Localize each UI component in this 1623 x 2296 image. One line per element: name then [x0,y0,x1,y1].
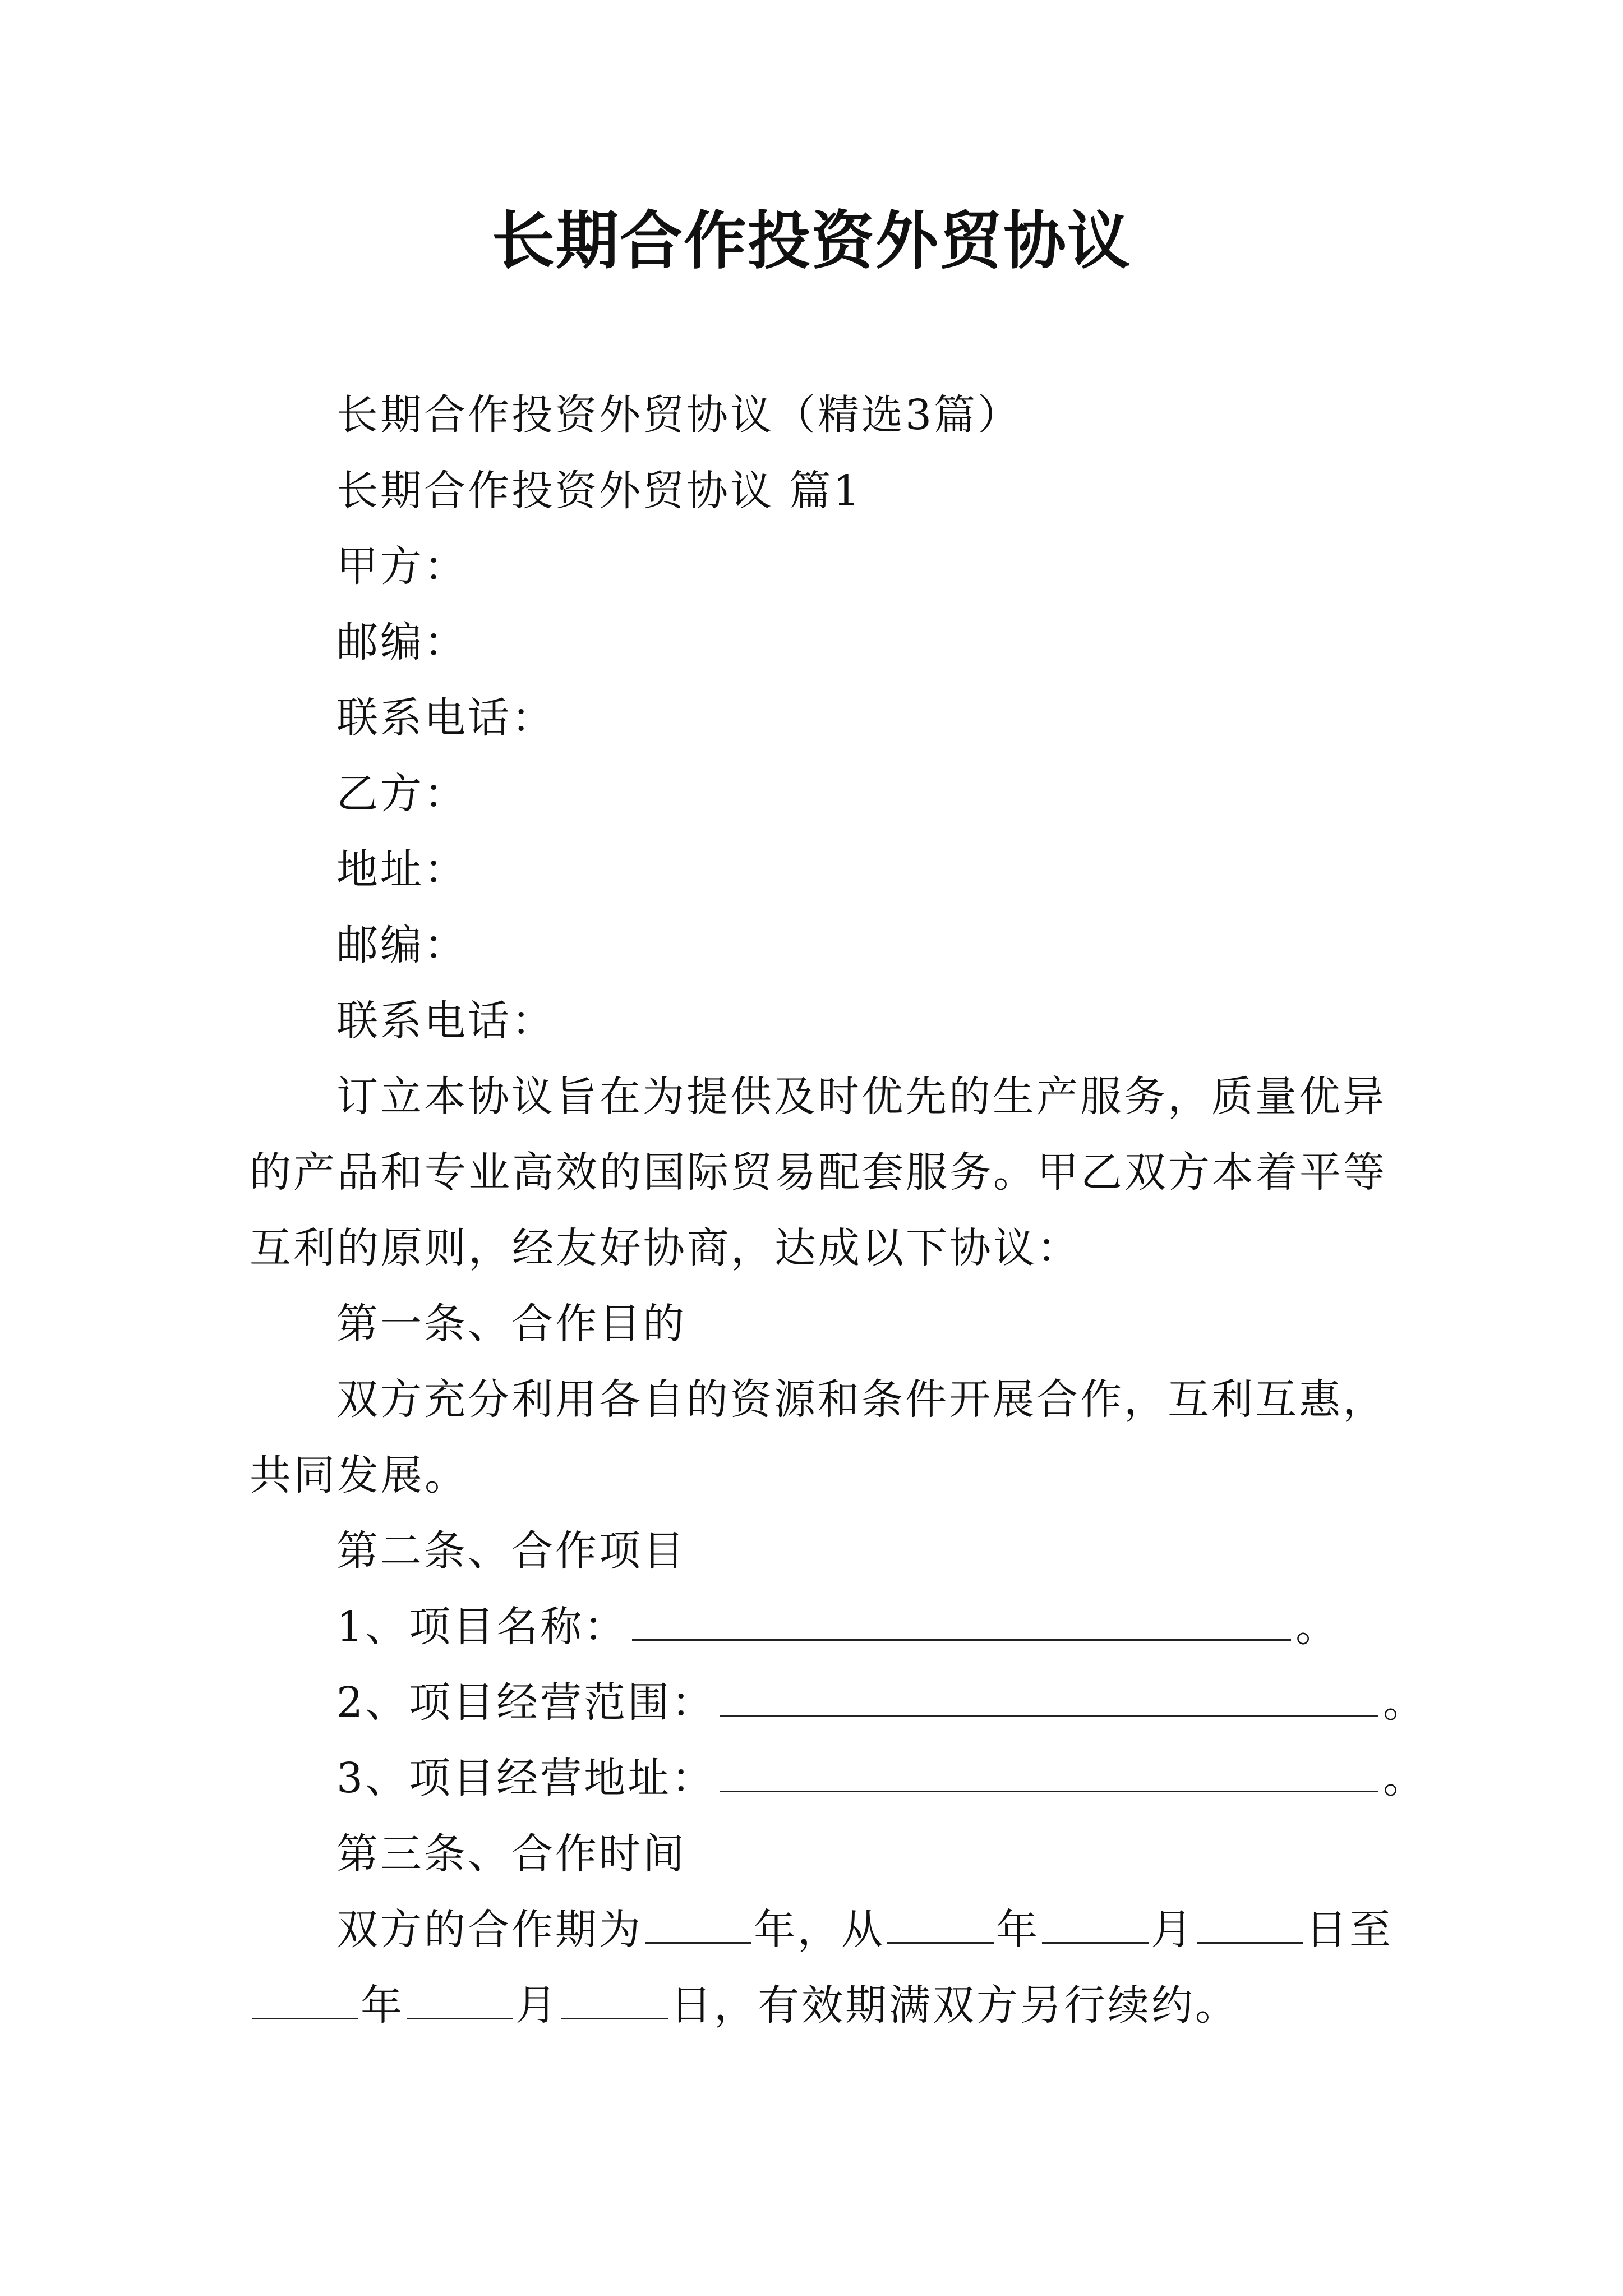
address-b-label: 地址： [336,845,468,894]
start-year-blank[interactable] [887,1903,994,1944]
item-3-label: 3、项目经营地址： [336,1754,716,1802]
postcode-b-label: 邮编： [336,921,468,969]
chapter-heading: 长期合作投资外贸协议 篇1 [336,467,862,515]
document-title: 长期合作投资外贸协议 [492,205,1131,278]
term-text-4: 月 [1151,1906,1195,1954]
end-month-blank[interactable] [407,1978,513,2019]
end-year-blank[interactable] [252,1978,358,2019]
term-text-6: 年 [361,1981,404,2030]
party-a-label: 甲方： [336,542,468,591]
term-text-2: 年，从 [754,1906,885,1954]
intro-paragraph-line-3: 互利的原则，经友好协商，达成以下协议： [250,1224,1081,1272]
article-1-line-2: 共同发展。 [250,1451,468,1499]
item-1-blank[interactable] [632,1600,1291,1641]
item-1-label: 1、项目名称： [336,1603,628,1651]
postcode-a-label: 邮编： [336,618,468,666]
term-years-blank[interactable] [645,1903,751,1944]
term-text-3: 年 [996,1906,1040,1954]
party-b-label: 乙方： [336,770,468,818]
article-3-heading: 第三条、合作时间 [336,1830,686,1878]
item-1-period: 。 [1295,1603,1340,1651]
item-1-row [336,1599,1339,1655]
item-2-row [336,1674,1427,1731]
subtitle: 长期合作投资外贸协议（精选3篇） [336,391,1022,439]
item-3-row [336,1750,1427,1806]
intro-paragraph-line-1: 订立本协议旨在为提供及时优先的生产服务，质量优异 [336,1073,1386,1121]
start-month-blank[interactable] [1042,1903,1149,1944]
term-line-1 [336,1902,1393,1958]
term-text-7: 月 [515,1981,559,2030]
intro-paragraph-line-2: 的产品和专业高效的国际贸易配套服务。甲乙双方本着平等 [250,1148,1387,1197]
article-1-line-1: 双方充分利用各自的资源和条件开展合作，互利互惠， [336,1375,1386,1424]
item-2-blank[interactable] [720,1676,1378,1717]
term-line-2 [250,1977,1239,2033]
end-day-blank[interactable] [561,1978,668,2019]
item-3-blank[interactable] [720,1751,1378,1792]
article-2-heading: 第二条、合作项目 [336,1527,686,1575]
phone-b-label: 联系电话： [336,997,555,1045]
item-2-label: 2、项目经营范围： [336,1678,716,1727]
item-2-period: 。 [1383,1678,1427,1727]
phone-a-label: 联系电话： [336,694,555,742]
start-day-blank[interactable] [1197,1903,1303,1944]
item-3-period: 。 [1383,1754,1427,1802]
term-text-1: 双方的合作期为 [336,1906,643,1954]
article-1-heading: 第一条、合作目的 [336,1300,686,1348]
term-text-5: 日至 [1306,1906,1393,1954]
term-text-8: 日，有效期满双方另行续约。 [670,1981,1239,2030]
